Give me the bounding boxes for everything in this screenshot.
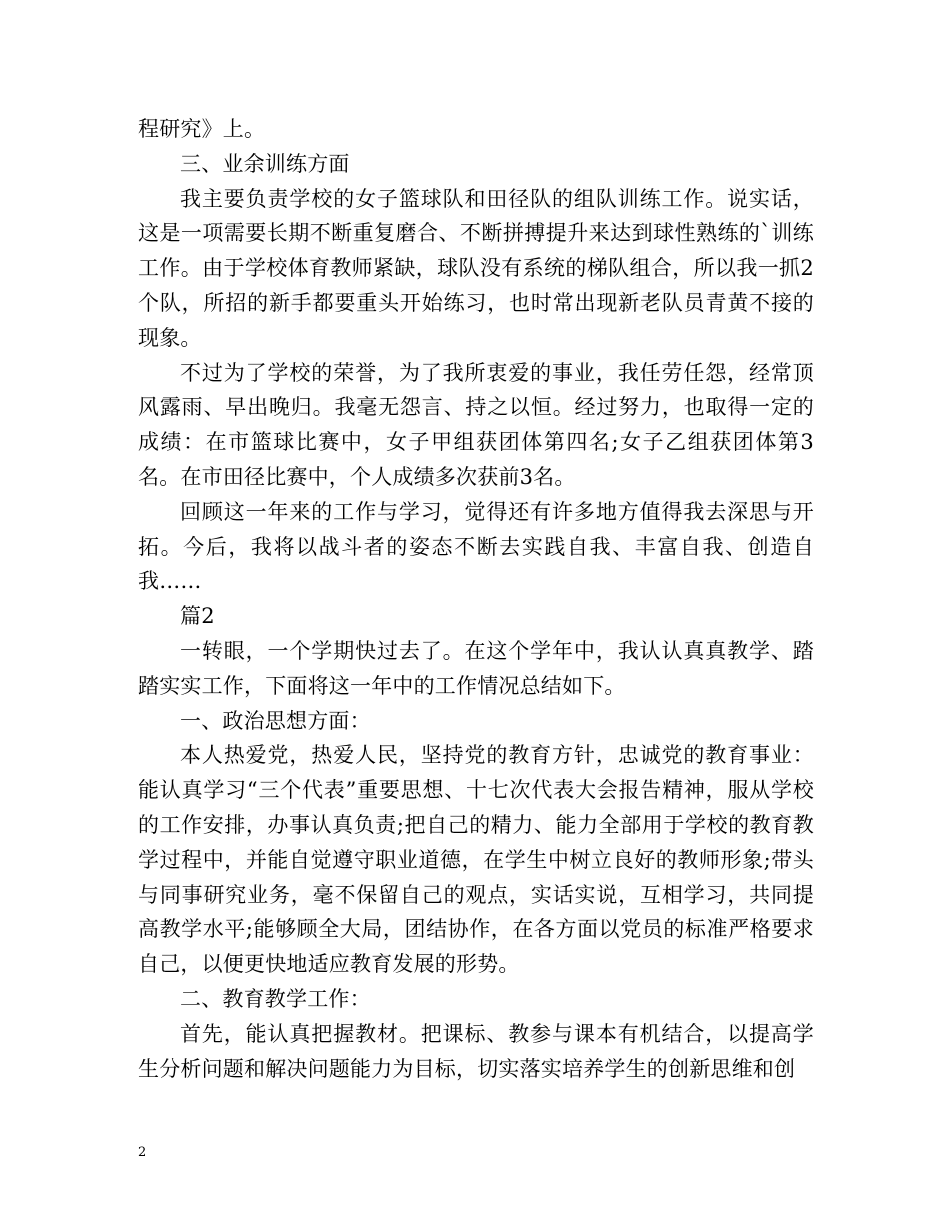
paragraph-team-training: 我主要负责学校的女子篮球队和田径队的组队训练工作。说实话，这是一项需要长期不断重复磨合、不断拼搏提升来达到球性熟练的`训练工作。由于学校体育教师紧缺，球队没有系统的梯队组合，所以我一抓2个队，所招的新手都要重头开始练习，也时常出现新老队员青黄不接的现象。 [138,186,814,350]
paragraph-teaching-materials: 首先，能认真把握教材。把课标、教参与课本有机结合，以提高学生分析问题和解决问题能力为目标，切实落实培养学生的创新思维和创 [138,1021,814,1081]
paragraph-intro: 一转眼，一个学期快过去了。在这个学年中，我认认真真教学、踏踏实实工作，下面将这一年中的工作情况总结如下。 [138,638,814,698]
document-body [138,112,814,1086]
article-heading-part-2: 篇2 [180,604,215,629]
section-heading-teaching-work: 二、教育教学工作： [180,986,371,1011]
paragraph-continuation: 程研究》上。 [138,117,266,141]
paragraph-political-thought: 本人热爱党，热爱人民，坚持党的教育方针，忠诚党的教育事业：能认真学习“三个代表”重要思想、十七次代表大会报告精神，服从学校的工作安排，办事认真负责;把自己的精力、能力全部用于学校的教育教学过程中，并能自觉遵守职业道德，在学生中树立良好的教师形象;带头与同事研究业务，毫不保留自己的观点，实话实说，互相学习，共同提高教学水平;能够顾全大局，团结协作，在各方面以党员的标准严格要求自己，以便更快地适应教育发展的形势。 [138,743,814,977]
paragraph-achievements: 不过为了学校的荣誉，为了我所衷爱的事业，我任劳任怨，经常顶风露雨、早出晚归。我毫无怨言、持之以恒。经过努力，也取得一定的成绩：在市篮球比赛中，女子甲组获团体第四名;女子乙组获团体第3名。在市田径比赛中，个人成绩多次获前3名。 [138,360,814,489]
page-number: 2 [138,1145,147,1160]
paragraph-review: 回顾这一年来的工作与学习，觉得还有许多地方值得我去深思与开拓。今后，我将以战斗者的姿态不断去实践自我、丰富自我、创造自我…… [138,499,814,594]
section-heading-amateur-training: 三、业余训练方面 [180,151,350,176]
section-heading-political-thought: 一、政治思想方面： [180,708,371,733]
